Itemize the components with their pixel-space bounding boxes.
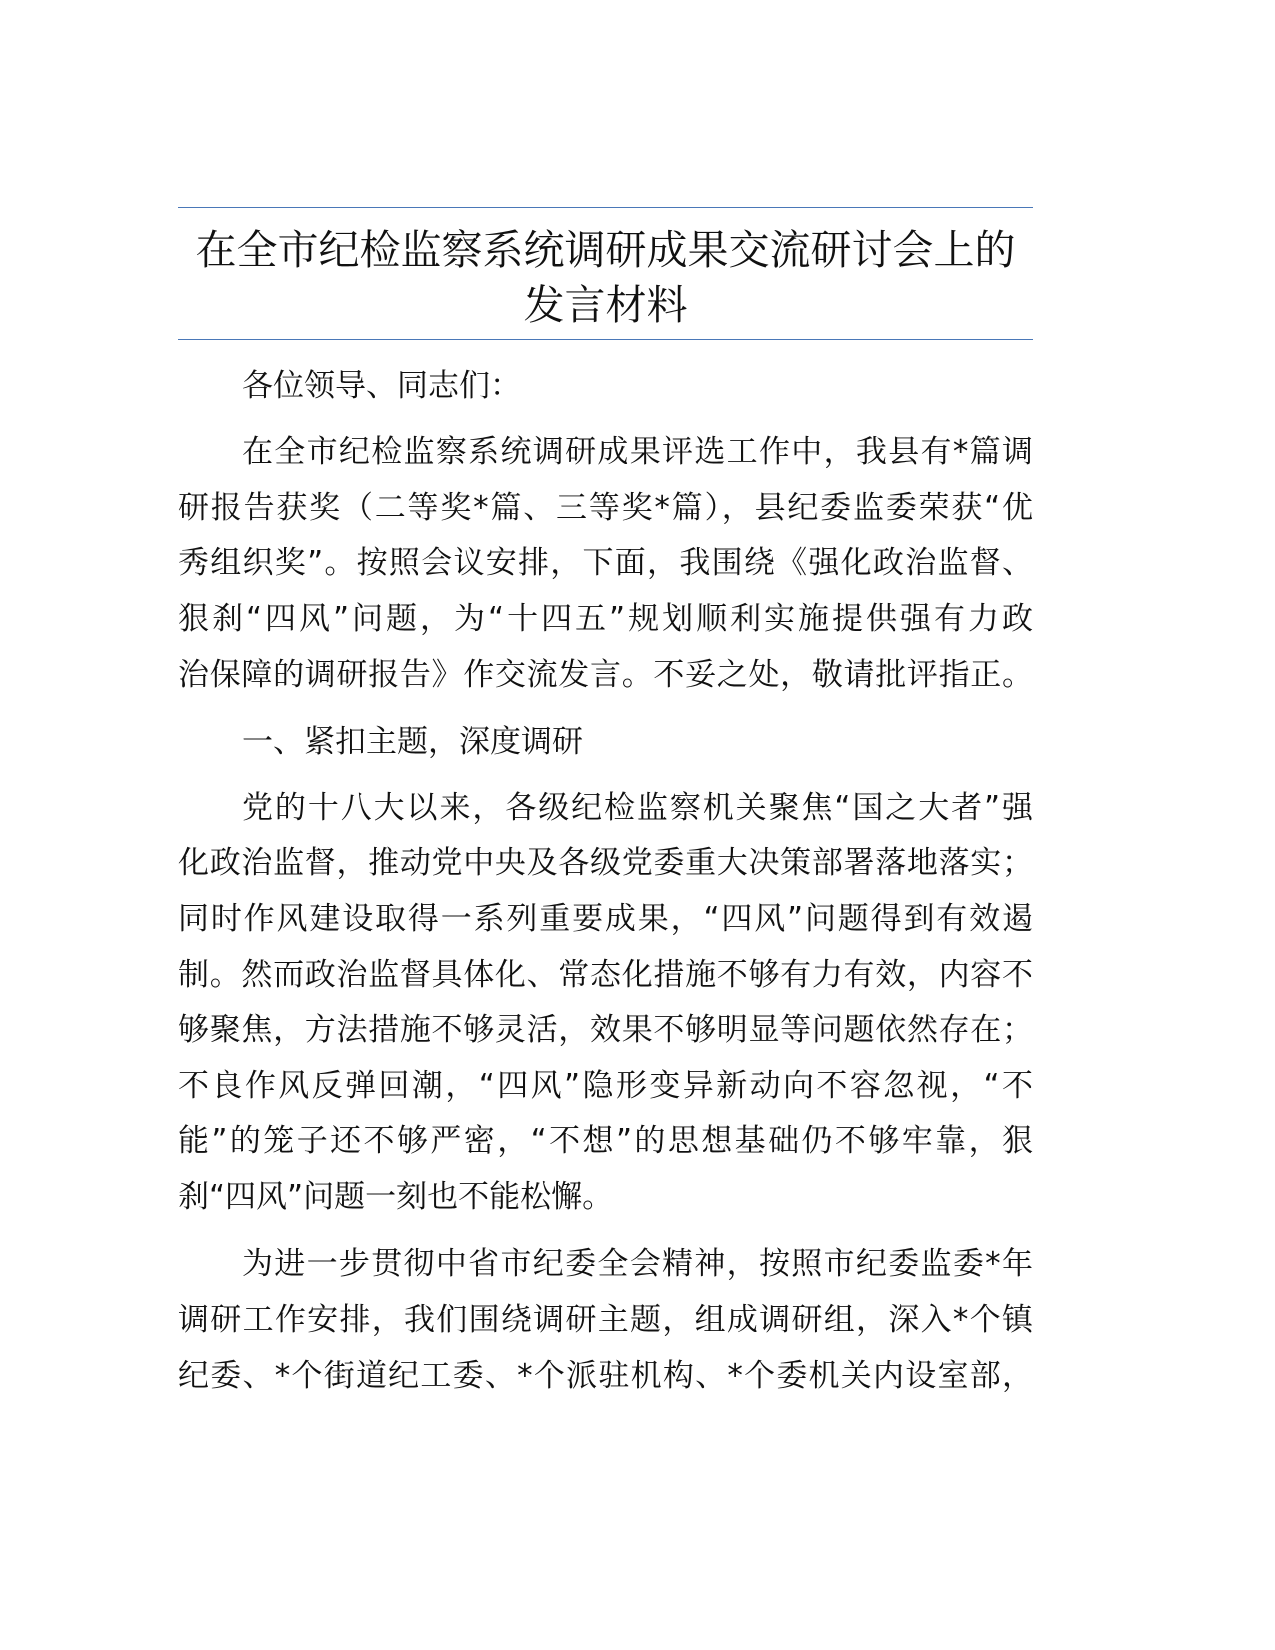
- text-line: 能”的笼子还不够严密，“不想”的思想基础仍不够牢靠，狠: [178, 1123, 1033, 1159]
- text-line: 研报告获奖（二等奖*篇、三等奖*篇），县纪委监委荣获“优: [178, 490, 1033, 526]
- section-heading: 一、紧扣主题，深度调研: [242, 724, 583, 760]
- text-line: 党的十八大以来，各级纪检监察机关聚焦“国之大者”强: [242, 790, 1033, 826]
- title-bottom-rule: [178, 339, 1033, 340]
- text-line: 制。然而政治监督具体化、常态化措施不够有力有效，内容不: [178, 957, 1033, 993]
- text-line: 治保障的调研报告》作交流发言。不妥之处，敬请批评指正。: [178, 657, 1033, 693]
- text-line: 调研工作安排，我们围绕调研主题，组成调研组，深入*个镇: [178, 1302, 1033, 1338]
- text-line: 纪委、*个街道纪工委、*个派驻机构、*个委机关内设室部，: [178, 1358, 1033, 1394]
- text-line: 同时作风建设取得一系列重要成果，“四风”问题得到有效遏: [178, 901, 1033, 937]
- text-line: 在全市纪检监察系统调研成果评选工作中，我县有*篇调: [242, 434, 1033, 470]
- text-line: 狠刹“四风”问题，为“十四五”规划顺利实施提供强有力政: [178, 601, 1033, 637]
- document-title-line-2: 发言材料: [523, 281, 688, 329]
- text-line: 秀组织奖”。按照会议安排，下面，我围绕《强化政治监督、: [178, 545, 1033, 581]
- text-line: 不良作风反弹回潮，“四风”隐形变异新动向不容忽视，“不: [178, 1068, 1033, 1104]
- text-line: 化政治监督，推动党中央及各级党委重大决策部署落地落实；: [178, 845, 1033, 881]
- document-title-line-1: 在全市纪检监察系统调研成果交流研讨会上的: [195, 226, 1016, 274]
- text-line: 为进一步贯彻中省市纪委全会精神，按照市纪委监委*年: [242, 1246, 1033, 1282]
- title-top-rule: [178, 207, 1033, 208]
- text-line: 刹“四风”问题一刻也不能松懈。: [178, 1179, 614, 1215]
- greeting: 各位领导、同志们：: [242, 368, 521, 404]
- text-line: 够聚焦，方法措施不够灵活，效果不够明显等问题依然存在；: [178, 1012, 1033, 1048]
